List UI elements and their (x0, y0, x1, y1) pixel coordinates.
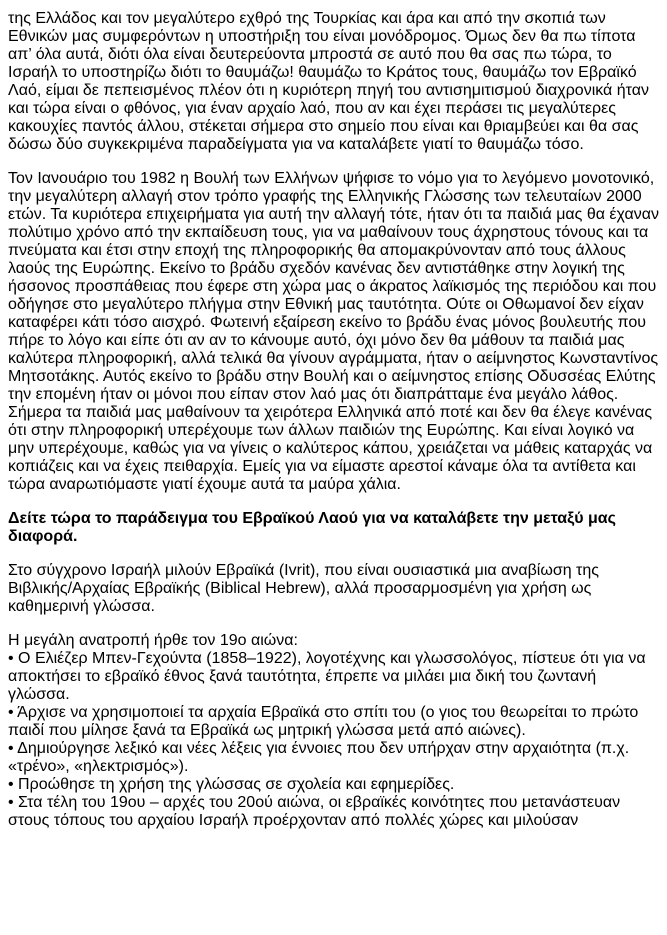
bullet-text: Προώθησε τη χρήση της γλώσσας σε σχολεία και εφημερίδες. (18, 776, 455, 793)
list-section (8, 632, 659, 830)
bullet-line (8, 704, 659, 740)
bullet-text: Άρχισε να χρησιμοποιεί τα αρχαία Εβραϊκά στο σπίτι του (ο γιος του θεωρείται το πρώτο παιδί που μίλησε ξανά τα Εβραϊκά ως μητρική γλώσσα μετά από αιώνες). (8, 704, 639, 739)
bullet-list (8, 650, 659, 830)
bullet-icon: • (8, 794, 19, 811)
paragraph-ivrit: Στο σύγχρονο Ισραήλ μιλούν Εβραϊκά (Ivrit), που είναι ουσιαστικά μια αναβίωση της Βιβλικής/Αρχαίας Εβραϊκής (Biblical Hebrew), αλλά προσαρμοσμένη για χρήση ως καθημερινή γλώσσα. (8, 562, 599, 615)
bullet-line (8, 776, 659, 794)
bullet-icon: • (8, 740, 18, 757)
list-heading: Η μεγάλη ανατροπή ήρθε τον 19ο αιώνα: (8, 632, 298, 649)
bullet-line (8, 740, 659, 776)
bullet-icon: • (8, 704, 18, 721)
bullet-text: Δημιούργησε λεξικό και νέες λέξεις για έννοιες που δεν υπήρχαν στην αρχαιότητα (π.χ. «τρένο», «ηλεκτρισμός»). (8, 740, 630, 775)
bullet-icon: • (8, 650, 19, 667)
bullet-line (8, 650, 659, 704)
paragraph-intro: της Ελλάδος και τον μεγαλύτερο εχθρό της Τουρκίας και άρα και από την σκοπιά των Εθνικών μας συμφερόντων η υποστήριξη του είναι μονόδρομος. Όμως δεν θα πω τίποτα απ’ όλα αυτά, διότι όλα είναι δευτερεύοντα μπροστά σε αυτό που θα σας πω τώρα, το Ισραήλ το υποστηρίζω διότι το θαυμάζω! θαυμάζω το Κράτος τους, θαυμάζω τον Εβραϊκό Λαό, είμαι δε πεπεισμένος πλέον ότι η κυριότερη πηγή του αντισημιτισμού διαχρονικά ήταν και τώρα είναι ο φθόνος, για έναν αρχαίο λαό, που αν και έχει περάσει τις μεγαλύτερες κακουχίες παντός άλλου, στέκεται σήμερα στο σημείο που είναι και θριαμβεύει και θα σας δώσω δύο συγκεκριμένα παραδείγματα για να καταλάβετε γιατί το θαυμάζω τόσο. (8, 10, 649, 153)
bullet-text: Ο Ελιέζερ Μπεν-Γεχούντα (1858–1922), λογοτέχνης και γλωσσολόγος, πίστευε ότι για να αποκτήσει το εβραϊκό έθνος ξανά ταυτότητα, έπρεπε να μιλάει μια δική του ζωντανή γλώσσα. (8, 650, 646, 703)
bullet-text: Στα τέλη του 19ου – αρχές του 20ού αιώνα, οι εβραϊκές κοινότητες που μετανάστευαν στους τόπους του αρχαίου Ισραήλ προέρχονταν από πολλές χώρες και μιλούσαν (8, 794, 621, 829)
paragraph-emphasis: Δείτε τώρα το παράδειγμα του Εβραϊκού Λαού για να καταλάβετε την μεταξύ μας διαφορά. (8, 510, 616, 545)
document-body (8, 10, 659, 830)
bullet-icon: • (8, 776, 19, 793)
bullet-line (8, 794, 659, 830)
paragraph-monotoniko: Τον Ιανουάριο του 1982 η Βουλή των Ελλήνων ψήφισε το νόμο για το λεγόμενο μονοτονικό, την μεγαλύτερη αλλαγή στον τρόπο γραφής της Ελληνικής Γλώσσης των τελευταίων 2000 ετών. Τα κυριότερα επιχειρήματα για αυτή την αλλαγή τότε, ήταν ότι τα παιδιά μας θα έχαναν πολύτιμο χρόνο από την εκπαίδευση τους, για να μαθαίνουν τους άχρηστους τόνους και τα πνεύματα και έτσι στην εποχή της πληροφορικής θα απομακρύνονταν από τους άλλους λαούς της Ευρώπης. Εκείνο το βράδυ σχεδόν κανένας δεν αντιστάθηκε στην λογική της ήσσονος προσπάθειας που έφερε στη χώρα μας ο άκρατος λαϊκισμός της περιόδου και που οδήγησε στο μεγαλύτερο πλήγμα στην Εθνική μας ταυτότητα. Ούτε οι Οθωμανοί δεν είχαν καταφέρει κάτι τόσο αισχρό. Φωτεινή εξαίρεση εκείνο το βράδυ ένας μόνος βουλευτής που πήρε το λόγο και είπε ότι αν αν το κάνουμε αυτό, όχι μόνο δεν θα μάθουν τα παιδιά μας καλύτερα πληροφορική, αλλά τελικά θα γίνουν αγράμματα, ήταν ο αείμνηστος Κωνσταντίνος Μητσοτάκης. Αυτός εκείνο το βράδυ στην Βουλή και ο αείμνηστος επίσης Οδυσσέας Ελύτης την επομένη ήταν οι μόνοι που είπαν στον λαό μας ότι διαπράτταμε ένα μεγάλο λάθος. Σήμερα τα παιδιά μας μαθαίνουν τα χειρότερα Ελληνικά από ποτέ και δεν θα έλεγε κανένας ότι στην πληροφορική υπερέχουμε των άλλων παιδιών της Ευρώπης. Και είναι λογικό να μην υπερέχουμε, καθώς για να γίνεις ο καλύτερος κάπου, χρειάζεται να μάθεις καταρχάς να κοπιάζεις και να έχεις πειθαρχία. Εμείς για να είμαστε αρεστοί κάναμε όλα τα αντίθετα και τώρα αναρωτιόμαστε γιατί έχουμε αυτά τα μαύρα χάλια. (8, 170, 660, 493)
